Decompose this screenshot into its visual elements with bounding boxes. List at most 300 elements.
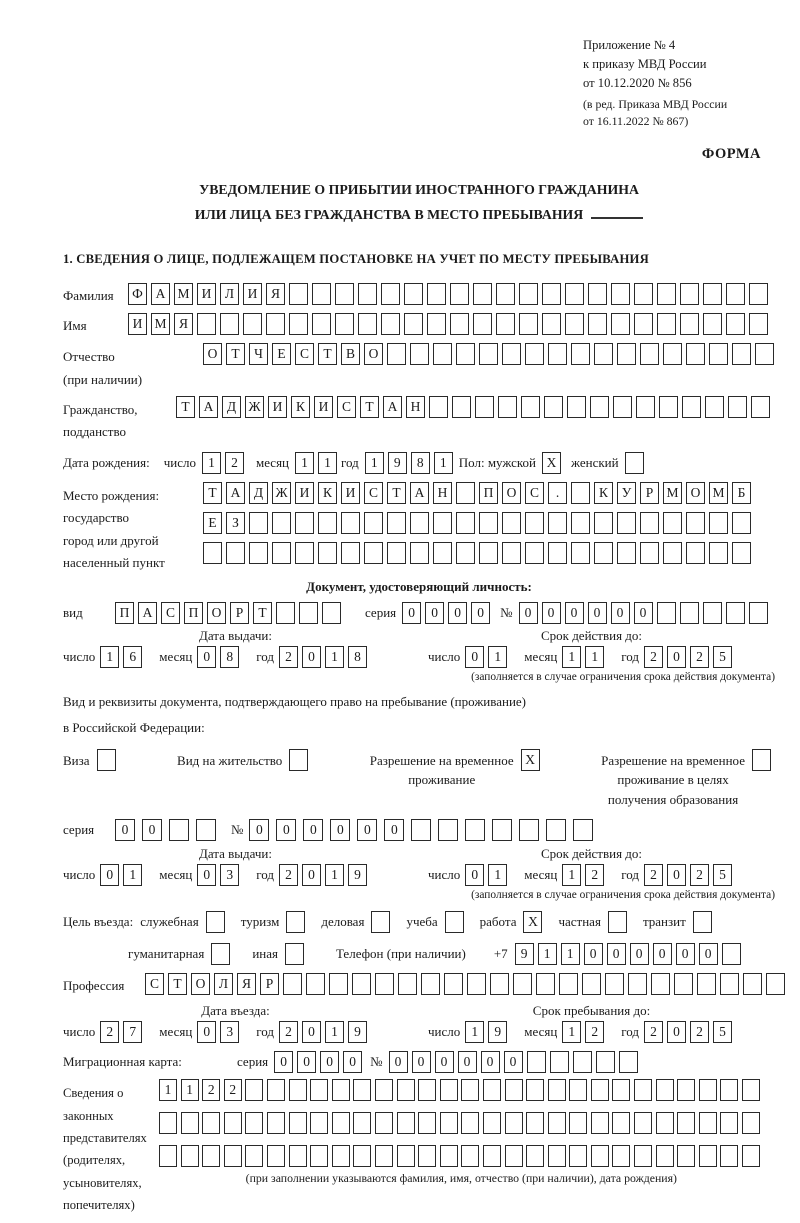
doc-number-box[interactable]: 0	[565, 602, 584, 624]
doc-series-box[interactable]: 0	[402, 602, 421, 624]
issue-year-box[interactable]: 1	[325, 646, 344, 668]
migration-number-box[interactable]	[596, 1051, 615, 1073]
issue-day-box[interactable]: 1	[100, 646, 119, 668]
given-name-char-box[interactable]	[565, 313, 584, 335]
issue-year-box[interactable]: 2	[279, 646, 298, 668]
surname-char-box[interactable]	[611, 283, 630, 305]
citizenship-char-box[interactable]	[751, 396, 770, 418]
representatives-char-box[interactable]	[375, 1112, 393, 1134]
purpose-private-box[interactable]	[608, 911, 627, 933]
citizenship-char-box[interactable]: Т	[176, 396, 195, 418]
stay-month-box[interactable]: 2	[585, 1021, 604, 1043]
profession-char-box[interactable]	[674, 973, 693, 995]
given-name-char-box[interactable]	[197, 313, 216, 335]
doc-kind-char-box[interactable]: Р	[230, 602, 249, 624]
birth-place-char-box[interactable]	[364, 512, 383, 534]
entry-year-box[interactable]: 9	[348, 1021, 367, 1043]
given-name-char-box[interactable]	[220, 313, 239, 335]
stay-year-box[interactable]: 5	[713, 1021, 732, 1043]
doc-kind-char-box[interactable]: О	[207, 602, 226, 624]
entry-day-box[interactable]: 2	[100, 1021, 119, 1043]
patronymic-char-box[interactable]	[617, 343, 636, 365]
citizenship-char-box[interactable]	[728, 396, 747, 418]
residence-number-box[interactable]	[546, 819, 566, 841]
surname-char-box[interactable]	[450, 283, 469, 305]
surname-char-box[interactable]	[703, 283, 722, 305]
profession-char-box[interactable]	[743, 973, 762, 995]
residence-number-box[interactable]	[438, 819, 458, 841]
patronymic-char-box[interactable]	[640, 343, 659, 365]
citizenship-char-box[interactable]: И	[314, 396, 333, 418]
migration-number-box[interactable]	[527, 1051, 546, 1073]
representatives-char-box[interactable]	[742, 1112, 760, 1134]
given-name-char-box[interactable]	[657, 313, 676, 335]
representatives-char-box[interactable]	[289, 1112, 307, 1134]
representatives-char-box[interactable]	[159, 1112, 177, 1134]
representatives-char-box[interactable]	[461, 1145, 479, 1167]
representatives-char-box[interactable]	[699, 1145, 717, 1167]
phone-digit-box[interactable]: 1	[561, 943, 580, 965]
citizenship-char-box[interactable]	[636, 396, 655, 418]
entry-month-box[interactable]: 3	[220, 1021, 239, 1043]
given-name-char-box[interactable]	[404, 313, 423, 335]
citizenship-char-box[interactable]	[452, 396, 471, 418]
patronymic-char-box[interactable]: Ч	[249, 343, 268, 365]
expiry-month-box[interactable]: 1	[585, 646, 604, 668]
birth-place-char-box[interactable]	[433, 512, 452, 534]
profession-char-box[interactable]	[582, 973, 601, 995]
birth-place-char-box[interactable]	[341, 512, 360, 534]
entry-day-box[interactable]: 7	[123, 1021, 142, 1043]
profession-char-box[interactable]	[398, 973, 417, 995]
profession-char-box[interactable]: Р	[260, 973, 279, 995]
citizenship-char-box[interactable]: Т	[360, 396, 379, 418]
residence-issue-year-box[interactable]: 2	[279, 864, 298, 886]
given-name-char-box[interactable]	[450, 313, 469, 335]
profession-char-box[interactable]	[421, 973, 440, 995]
citizenship-char-box[interactable]: А	[199, 396, 218, 418]
visa-box[interactable]	[97, 749, 116, 771]
profession-char-box[interactable]	[375, 973, 394, 995]
birth-place-char-box[interactable]: И	[295, 482, 314, 504]
representatives-char-box[interactable]	[332, 1112, 350, 1134]
sex-female-box[interactable]	[625, 452, 644, 474]
representatives-char-box[interactable]	[245, 1145, 263, 1167]
given-name-char-box[interactable]: И	[128, 313, 147, 335]
doc-number-box[interactable]	[749, 602, 768, 624]
surname-char-box[interactable]	[496, 283, 515, 305]
expiry-day-box[interactable]: 1	[488, 646, 507, 668]
birth-year-box[interactable]: 1	[434, 452, 453, 474]
birth-place-char-box[interactable]: И	[341, 482, 360, 504]
patronymic-char-box[interactable]	[456, 343, 475, 365]
entry-year-box[interactable]: 2	[279, 1021, 298, 1043]
birth-place-char-box[interactable]	[548, 512, 567, 534]
phone-digit-box[interactable]: 1	[538, 943, 557, 965]
patronymic-char-box[interactable]: С	[295, 343, 314, 365]
representatives-char-box[interactable]	[656, 1145, 674, 1167]
patronymic-char-box[interactable]	[502, 343, 521, 365]
birth-place-char-box[interactable]	[663, 512, 682, 534]
profession-char-box[interactable]	[513, 973, 532, 995]
stay-year-box[interactable]: 0	[667, 1021, 686, 1043]
stay-day-box[interactable]: 1	[465, 1021, 484, 1043]
migration-series-box[interactable]: 0	[297, 1051, 316, 1073]
birth-place-char-box[interactable]	[617, 542, 636, 564]
profession-char-box[interactable]	[559, 973, 578, 995]
residence-number-box[interactable]: 0	[303, 819, 323, 841]
birth-place-char-box[interactable]	[571, 512, 590, 534]
representatives-char-box[interactable]	[720, 1079, 738, 1101]
representatives-char-box[interactable]	[526, 1145, 544, 1167]
birth-place-char-box[interactable]	[594, 542, 613, 564]
patronymic-char-box[interactable]	[663, 343, 682, 365]
given-name-char-box[interactable]	[611, 313, 630, 335]
birth-month-box[interactable]: 1	[318, 452, 337, 474]
representatives-char-box[interactable]	[267, 1079, 285, 1101]
surname-char-box[interactable]: И	[243, 283, 262, 305]
given-name-char-box[interactable]	[703, 313, 722, 335]
residence-issue-year-box[interactable]: 1	[325, 864, 344, 886]
representatives-char-box[interactable]	[375, 1079, 393, 1101]
representatives-char-box[interactable]	[699, 1112, 717, 1134]
profession-char-box[interactable]: Л	[214, 973, 233, 995]
representatives-char-box[interactable]	[310, 1079, 328, 1101]
issue-month-box[interactable]: 8	[220, 646, 239, 668]
doc-number-box[interactable]: 0	[519, 602, 538, 624]
birth-place-char-box[interactable]	[272, 512, 291, 534]
representatives-char-box[interactable]	[353, 1079, 371, 1101]
surname-char-box[interactable]	[634, 283, 653, 305]
birth-place-char-box[interactable]	[479, 512, 498, 534]
profession-char-box[interactable]	[651, 973, 670, 995]
patronymic-char-box[interactable]	[571, 343, 590, 365]
birth-place-char-box[interactable]: С	[525, 482, 544, 504]
citizenship-char-box[interactable]: И	[268, 396, 287, 418]
birth-place-char-box[interactable]: К	[318, 482, 337, 504]
representatives-char-box[interactable]	[569, 1145, 587, 1167]
representatives-char-box[interactable]	[397, 1145, 415, 1167]
migration-number-box[interactable]: 0	[504, 1051, 523, 1073]
given-name-char-box[interactable]	[289, 313, 308, 335]
citizenship-char-box[interactable]	[521, 396, 540, 418]
representatives-char-box[interactable]	[612, 1145, 630, 1167]
sex-male-box[interactable]: X	[542, 452, 561, 474]
temp-permit-box[interactable]: X	[521, 749, 540, 771]
representatives-char-box[interactable]	[397, 1112, 415, 1134]
representatives-char-box[interactable]	[181, 1145, 199, 1167]
stay-year-box[interactable]: 2	[690, 1021, 709, 1043]
representatives-char-box[interactable]	[483, 1112, 501, 1134]
profession-char-box[interactable]	[329, 973, 348, 995]
doc-kind-char-box[interactable]: П	[184, 602, 203, 624]
edu-permit-box[interactable]	[752, 749, 771, 771]
citizenship-char-box[interactable]	[705, 396, 724, 418]
issue-day-box[interactable]: 6	[123, 646, 142, 668]
doc-number-box[interactable]	[703, 602, 722, 624]
birth-place-char-box[interactable]: Б	[732, 482, 751, 504]
representatives-char-box[interactable]	[612, 1112, 630, 1134]
representatives-char-box[interactable]	[289, 1145, 307, 1167]
residence-number-box[interactable]	[519, 819, 539, 841]
birth-month-box[interactable]: 1	[295, 452, 314, 474]
representatives-char-box[interactable]	[245, 1112, 263, 1134]
birth-place-char-box[interactable]: Р	[640, 482, 659, 504]
expiry-year-box[interactable]: 2	[644, 646, 663, 668]
birth-place-char-box[interactable]	[456, 512, 475, 534]
surname-char-box[interactable]	[565, 283, 584, 305]
doc-number-box[interactable]	[657, 602, 676, 624]
citizenship-char-box[interactable]	[544, 396, 563, 418]
representatives-char-box[interactable]	[245, 1079, 263, 1101]
representatives-char-box[interactable]	[267, 1145, 285, 1167]
representatives-char-box[interactable]	[742, 1145, 760, 1167]
representatives-char-box[interactable]	[591, 1112, 609, 1134]
birth-place-char-box[interactable]	[617, 512, 636, 534]
purpose-business-box[interactable]	[371, 911, 390, 933]
representatives-char-box[interactable]	[440, 1145, 458, 1167]
representatives-char-box[interactable]	[418, 1079, 436, 1101]
patronymic-char-box[interactable]	[479, 343, 498, 365]
given-name-char-box[interactable]	[519, 313, 538, 335]
birth-place-char-box[interactable]	[663, 542, 682, 564]
doc-kind-char-box[interactable]: А	[138, 602, 157, 624]
representatives-char-box[interactable]	[677, 1112, 695, 1134]
representatives-char-box[interactable]	[656, 1112, 674, 1134]
given-name-char-box[interactable]	[335, 313, 354, 335]
birth-place-char-box[interactable]	[318, 542, 337, 564]
doc-series-box[interactable]: 0	[448, 602, 467, 624]
residence-permit-box[interactable]	[289, 749, 308, 771]
surname-char-box[interactable]: И	[197, 283, 216, 305]
phone-digit-box[interactable]: 0	[653, 943, 672, 965]
phone-digit-box[interactable]: 9	[515, 943, 534, 965]
birth-place-char-box[interactable]	[433, 542, 452, 564]
residence-expiry-day-box[interactable]: 0	[465, 864, 484, 886]
given-name-char-box[interactable]	[312, 313, 331, 335]
representatives-char-box[interactable]	[548, 1112, 566, 1134]
surname-char-box[interactable]	[519, 283, 538, 305]
migration-number-box[interactable]: 0	[458, 1051, 477, 1073]
migration-number-box[interactable]: 0	[389, 1051, 408, 1073]
given-name-char-box[interactable]	[588, 313, 607, 335]
representatives-char-box[interactable]	[483, 1145, 501, 1167]
citizenship-char-box[interactable]: Ж	[245, 396, 264, 418]
given-name-char-box[interactable]	[680, 313, 699, 335]
entry-year-box[interactable]: 1	[325, 1021, 344, 1043]
representatives-char-box[interactable]	[224, 1145, 242, 1167]
representatives-char-box[interactable]	[202, 1112, 220, 1134]
representatives-char-box[interactable]	[699, 1079, 717, 1101]
doc-kind-char-box[interactable]	[299, 602, 318, 624]
doc-number-box[interactable]: 0	[611, 602, 630, 624]
surname-char-box[interactable]	[335, 283, 354, 305]
phone-digit-box[interactable]: 0	[607, 943, 626, 965]
residence-number-box[interactable]: 0	[330, 819, 350, 841]
patronymic-char-box[interactable]	[387, 343, 406, 365]
birth-place-char-box[interactable]	[502, 542, 521, 564]
profession-char-box[interactable]	[352, 973, 371, 995]
representatives-char-box[interactable]	[634, 1079, 652, 1101]
birth-place-char-box[interactable]	[594, 512, 613, 534]
profession-char-box[interactable]	[444, 973, 463, 995]
birth-place-char-box[interactable]	[640, 542, 659, 564]
profession-char-box[interactable]	[720, 973, 739, 995]
birth-place-char-box[interactable]	[709, 512, 728, 534]
phone-digit-box[interactable]: 0	[699, 943, 718, 965]
doc-kind-char-box[interactable]: П	[115, 602, 134, 624]
patronymic-char-box[interactable]	[686, 343, 705, 365]
birth-place-char-box[interactable]	[387, 542, 406, 564]
birth-day-box[interactable]: 1	[202, 452, 221, 474]
patronymic-char-box[interactable]: О	[364, 343, 383, 365]
purpose-humanitarian-box[interactable]	[211, 943, 230, 965]
residence-series-box[interactable]: 0	[142, 819, 162, 841]
doc-series-box[interactable]: 0	[425, 602, 444, 624]
representatives-char-box[interactable]	[310, 1112, 328, 1134]
representatives-char-box[interactable]	[332, 1079, 350, 1101]
birth-place-char-box[interactable]	[410, 512, 429, 534]
patronymic-char-box[interactable]	[433, 343, 452, 365]
birth-place-char-box[interactable]	[226, 542, 245, 564]
citizenship-char-box[interactable]	[475, 396, 494, 418]
surname-char-box[interactable]: Л	[220, 283, 239, 305]
birth-place-char-box[interactable]	[571, 482, 590, 504]
citizenship-char-box[interactable]: Д	[222, 396, 241, 418]
birth-place-char-box[interactable]	[548, 542, 567, 564]
birth-place-char-box[interactable]	[640, 512, 659, 534]
representatives-char-box[interactable]	[332, 1145, 350, 1167]
profession-char-box[interactable]: С	[145, 973, 164, 995]
profession-char-box[interactable]: Т	[168, 973, 187, 995]
birth-place-char-box[interactable]: А	[410, 482, 429, 504]
representatives-char-box[interactable]	[505, 1112, 523, 1134]
citizenship-char-box[interactable]	[498, 396, 517, 418]
birth-place-char-box[interactable]: А	[226, 482, 245, 504]
given-name-char-box[interactable]	[473, 313, 492, 335]
patronymic-char-box[interactable]	[548, 343, 567, 365]
residence-expiry-day-box[interactable]: 1	[488, 864, 507, 886]
profession-char-box[interactable]	[628, 973, 647, 995]
birth-place-char-box[interactable]	[295, 542, 314, 564]
representatives-char-box[interactable]: 1	[159, 1079, 177, 1101]
birth-place-char-box[interactable]: М	[709, 482, 728, 504]
birth-place-char-box[interactable]: У	[617, 482, 636, 504]
surname-char-box[interactable]	[381, 283, 400, 305]
representatives-char-box[interactable]	[397, 1079, 415, 1101]
representatives-char-box[interactable]	[267, 1112, 285, 1134]
surname-char-box[interactable]	[542, 283, 561, 305]
doc-series-box[interactable]: 0	[471, 602, 490, 624]
doc-number-box[interactable]	[680, 602, 699, 624]
citizenship-char-box[interactable]	[682, 396, 701, 418]
representatives-char-box[interactable]	[612, 1079, 630, 1101]
representatives-char-box[interactable]: 1	[181, 1079, 199, 1101]
birth-place-char-box[interactable]: О	[686, 482, 705, 504]
given-name-char-box[interactable]	[427, 313, 446, 335]
residence-issue-month-box[interactable]: 3	[220, 864, 239, 886]
expiry-year-box[interactable]: 5	[713, 646, 732, 668]
given-name-char-box[interactable]	[381, 313, 400, 335]
surname-char-box[interactable]	[404, 283, 423, 305]
profession-char-box[interactable]: О	[191, 973, 210, 995]
representatives-char-box[interactable]	[634, 1145, 652, 1167]
residence-expiry-year-box[interactable]: 2	[644, 864, 663, 886]
representatives-char-box[interactable]	[742, 1079, 760, 1101]
citizenship-char-box[interactable]: Н	[406, 396, 425, 418]
profession-char-box[interactable]	[605, 973, 624, 995]
birth-place-char-box[interactable]: М	[663, 482, 682, 504]
phone-digit-box[interactable]: 0	[676, 943, 695, 965]
representatives-char-box[interactable]	[440, 1079, 458, 1101]
surname-char-box[interactable]	[657, 283, 676, 305]
representatives-char-box[interactable]	[656, 1079, 674, 1101]
birth-place-char-box[interactable]	[732, 512, 751, 534]
entry-month-box[interactable]: 0	[197, 1021, 216, 1043]
birth-place-char-box[interactable]	[249, 512, 268, 534]
representatives-char-box[interactable]	[548, 1145, 566, 1167]
birth-place-char-box[interactable]	[295, 512, 314, 534]
given-name-char-box[interactable]	[496, 313, 515, 335]
citizenship-char-box[interactable]	[659, 396, 678, 418]
expiry-day-box[interactable]: 0	[465, 646, 484, 668]
birth-place-char-box[interactable]: С	[364, 482, 383, 504]
migration-series-box[interactable]: 0	[274, 1051, 293, 1073]
birth-day-box[interactable]: 2	[225, 452, 244, 474]
birth-place-char-box[interactable]	[249, 542, 268, 564]
birth-place-char-box[interactable]	[341, 542, 360, 564]
patronymic-char-box[interactable]: Е	[272, 343, 291, 365]
representatives-char-box[interactable]	[677, 1079, 695, 1101]
representatives-char-box[interactable]	[591, 1145, 609, 1167]
representatives-char-box[interactable]	[591, 1079, 609, 1101]
purpose-work-box[interactable]: X	[523, 911, 542, 933]
surname-char-box[interactable]	[427, 283, 446, 305]
representatives-char-box[interactable]: 2	[202, 1079, 220, 1101]
representatives-char-box[interactable]	[418, 1145, 436, 1167]
patronymic-char-box[interactable]: О	[203, 343, 222, 365]
patronymic-char-box[interactable]	[525, 343, 544, 365]
representatives-char-box[interactable]	[483, 1079, 501, 1101]
residence-issue-year-box[interactable]: 0	[302, 864, 321, 886]
citizenship-char-box[interactable]	[567, 396, 586, 418]
doc-number-box[interactable]: 0	[634, 602, 653, 624]
representatives-char-box[interactable]	[720, 1145, 738, 1167]
residence-series-box[interactable]	[169, 819, 189, 841]
birth-place-char-box[interactable]: Ж	[272, 482, 291, 504]
representatives-char-box[interactable]	[505, 1145, 523, 1167]
residence-expiry-month-box[interactable]: 2	[585, 864, 604, 886]
patronymic-char-box[interactable]: В	[341, 343, 360, 365]
birth-place-char-box[interactable]: П	[479, 482, 498, 504]
residence-issue-day-box[interactable]: 1	[123, 864, 142, 886]
birth-place-char-box[interactable]	[479, 542, 498, 564]
given-name-char-box[interactable]	[749, 313, 768, 335]
patronymic-char-box[interactable]	[410, 343, 429, 365]
birth-place-char-box[interactable]	[709, 542, 728, 564]
representatives-char-box[interactable]	[202, 1145, 220, 1167]
surname-char-box[interactable]	[289, 283, 308, 305]
surname-char-box[interactable]	[358, 283, 377, 305]
doc-kind-char-box[interactable]	[322, 602, 341, 624]
birth-year-box[interactable]: 9	[388, 452, 407, 474]
patronymic-char-box[interactable]: Т	[318, 343, 337, 365]
birth-year-box[interactable]: 8	[411, 452, 430, 474]
representatives-char-box[interactable]: 2	[224, 1079, 242, 1101]
representatives-char-box[interactable]	[159, 1145, 177, 1167]
birth-place-char-box[interactable]: О	[502, 482, 521, 504]
birth-place-char-box[interactable]	[686, 512, 705, 534]
